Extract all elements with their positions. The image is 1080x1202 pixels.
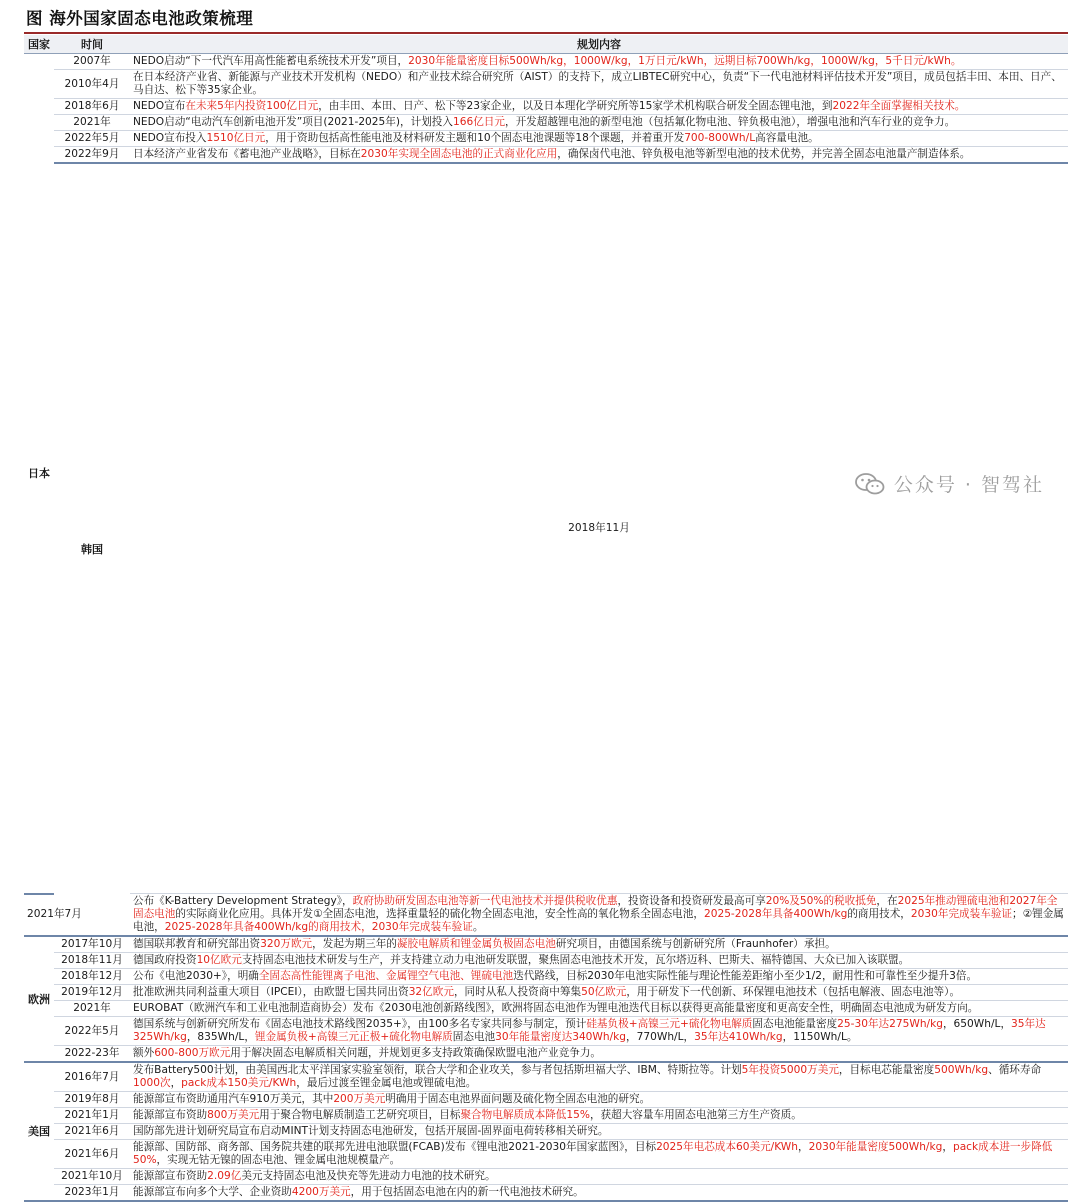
content-text: 德国系统与创新研究所发布《固态电池技术路线图2035+》，由100多名专家共同参与制定，预计 — [133, 1018, 587, 1030]
content-text: 发布Battery500计划，由美国西北太平洋国家实验室领衔，联合大学和企业攻关，参与者包括斯坦福大学、IBM、特斯拉等。计划 — [133, 1064, 742, 1076]
highlight-text: 聚合物电解质成本降低15% — [460, 1109, 590, 1121]
content-text: 用于解决固态电解质相关问题，并规划更多支持政策确保欧盟电池产业竞争力。 — [230, 1047, 602, 1059]
content-text: 在日本经济产业省、新能源与产业技术开发机构（NEDO）和产业技术综合研究所（AIST）的支持下，成立LIBTEC研究中心，负责“下一代电池材料评估技术开发”项目，成员包括丰田、本田、日产、马自达、松下等35家企业。 — [133, 71, 1062, 96]
content-cell — [130, 969, 1068, 985]
content-text: 能源部、国防部、商务部、国务院共建的联邦先进电池联盟(FCAB)发布《锂电池2021-2030年国家蓝图》，目标 — [133, 1141, 657, 1153]
highlight-text: 2030年完成装车验证 — [910, 908, 1013, 920]
content-text: 额外 — [133, 1047, 155, 1059]
highlight-text: 2025年推动锂硫电池和2027年全固态电池 — [133, 895, 1058, 920]
highlight-text: 700-800Wh/L — [684, 132, 756, 144]
table-row — [24, 54, 1068, 70]
watermark — [854, 470, 1044, 497]
content-text: 用于聚合物电解质制造工艺研究项目，目标 — [259, 1109, 461, 1121]
content-cell — [130, 54, 1068, 70]
time-cell: 2016年7月 — [54, 1062, 130, 1092]
content-text: 日本经济产业省发布《蓄电池产业战略》，目标在 — [133, 148, 361, 160]
content-text: NEDO启动“电动汽车创新电池开发”项目(2021-2025年)，计划投入 — [133, 116, 453, 128]
highlight-text: pack成本进一步降低50% — [133, 1141, 1053, 1166]
time-cell: 2019年12月 — [54, 985, 130, 1001]
highlight-text: 200万美元 — [333, 1093, 386, 1105]
table-row — [24, 115, 1068, 131]
content-cell — [130, 1017, 1068, 1046]
time-cell: 2022年5月 — [54, 131, 130, 147]
highlight-text: 600-800万欧元 — [154, 1047, 231, 1059]
content-cell — [130, 1108, 1068, 1124]
highlight-text: 2030年能量密度500Wh/kg — [808, 1141, 943, 1153]
content-text: 的实际商业化应用。具体开发①全固态电池，选择重量轻的硫化物全固态电池，安全性高的氧化物系全固态电池， — [175, 908, 704, 920]
content-text: 、循环寿命 — [988, 1064, 1042, 1076]
highlight-text: 166亿日元 — [452, 116, 505, 128]
time-cell: 2022年9月 — [54, 147, 130, 164]
highlight-text: 锂金属负极+高镍三元正极+硫化物电解质 — [254, 1031, 453, 1043]
time-cell: 2018年12月 — [54, 969, 130, 985]
table-row — [24, 147, 1068, 164]
time-cell: 2021年 — [54, 115, 130, 131]
content-cell — [130, 1001, 1068, 1017]
time-cell: 2022年5月 — [54, 1017, 130, 1046]
content-text: ，目标电芯能量密度 — [838, 1064, 935, 1076]
country-cell: 美国 — [24, 1062, 54, 1201]
content-text: EUROBAT（欧洲汽车和工业电池制造商协会）发布《2030电池创新路线图》，欧洲将固态电池作为锂电池迭代目标以获得更高能量密度和更高安全性，明确固态电池成为研发方向。 — [133, 1002, 979, 1014]
table-row — [24, 99, 1068, 115]
table-row — [24, 131, 1068, 147]
policy-table-body — [24, 54, 1068, 1202]
time-cell: 2021年10月 — [54, 1169, 130, 1185]
content-text: ，由丰田、本田、日产、松下等23家企业，以及日本理化学研究所等15家学术机构联合研发全固态锂电池，到 — [318, 100, 833, 112]
content-cell — [130, 131, 1068, 147]
content-cell — [130, 1169, 1068, 1185]
time-cell: 2018年11月 — [54, 953, 130, 969]
content-text: ，650Wh/L， — [942, 1018, 1012, 1030]
table-row — [24, 985, 1068, 1001]
content-text: 。 — [472, 921, 484, 933]
figure-title: 图 海外国家固态电池政策梳理 — [26, 9, 254, 28]
table-row — [24, 70, 1068, 99]
content-text: ，在 — [876, 895, 898, 907]
content-text: 能源部宣布资助 — [133, 1170, 208, 1182]
content-text: 能源部宣布资助 — [133, 1109, 208, 1121]
table-row — [24, 894, 1068, 937]
policy-table — [24, 35, 1068, 1202]
content-text: ，用于资助包括高性能电池及材料研发主题和10个固态电池课题等18个课题，并着重开发 — [265, 132, 685, 144]
content-text: NEDO启动“下一代汽车用高性能蓄电系统技术开发”项目， — [133, 55, 409, 67]
content-text: ，用于研发下一代创新、环保锂电池技术（包括电解液、固态电池等）。 — [626, 986, 961, 998]
table-row — [24, 1185, 1068, 1202]
content-text: ，770Wh/L， — [626, 1031, 695, 1043]
country-cell: 韩国 — [54, 163, 130, 936]
highlight-text: 35年达325Wh/kg — [133, 1018, 1046, 1043]
title-rule — [24, 32, 1068, 34]
table-row — [24, 1001, 1068, 1017]
table-row — [24, 1124, 1068, 1140]
highlight-text: 政府协助研发固态电池等新一代电池技术并提供税收优惠 — [352, 895, 618, 907]
content-text: ，实现无钴无镍的固态电池、锂金属电池规模量产。 — [156, 1154, 401, 1166]
content-text: 研究项目，由德国系统与创新研究所（Fraunhofer）承担。 — [555, 938, 836, 950]
content-cell — [130, 99, 1068, 115]
time-cell: 2018年11月 — [130, 163, 1068, 894]
content-text: 批准欧洲共同利益重大项目（IPCEI），由欧盟七国共同出资 — [133, 986, 409, 998]
table-row — [24, 163, 1068, 894]
time-cell: 2022-23年 — [54, 1046, 130, 1063]
content-text: 迭代路线，目标2030年电池实际性能与理论性能差距缩小至少1/2，耐用性和可靠性至少提升3倍。 — [513, 970, 978, 982]
content-cell — [130, 1062, 1068, 1092]
table-header-row — [24, 35, 1068, 54]
content-text: ，1150Wh/L。 — [782, 1031, 858, 1043]
content-text: ，开发超越锂电池的新型电池（包括氟化物电池、锌负极电池），增强电池和汽车行业的竞争力。 — [505, 116, 956, 128]
content-text: ， — [942, 1141, 953, 1153]
content-text: ，同时从私人投资商中筹集 — [453, 986, 582, 998]
header-time: 时间 — [54, 35, 130, 54]
content-text: ，用于包括固态电池在内的新一代电池技术研究。 — [350, 1186, 584, 1198]
content-text: ；②锂金属电池， — [133, 908, 1064, 933]
highlight-text: 50亿欧元 — [581, 986, 627, 998]
content-text: ，835Wh/L， — [186, 1031, 255, 1043]
table-row — [24, 1169, 1068, 1185]
highlight-text: 在未来5年内投资100亿日元 — [185, 100, 319, 112]
time-cell: 2017年10月 — [54, 936, 130, 953]
time-cell: 2021年 — [54, 1001, 130, 1017]
table-row — [24, 1108, 1068, 1124]
table-row — [24, 1017, 1068, 1046]
content-text: ， — [170, 1077, 182, 1089]
content-text: 德国政府投资 — [133, 954, 197, 966]
time-cell: 2021年6月 — [54, 1124, 130, 1140]
highlight-text: 2025-2028年具备400Wh/kg的商用技术，2030年完成装车验证 — [164, 921, 473, 933]
content-text: 国防部先进计划研究局宣布启动MINT计划支持固态电池研发，包括开展固-固界面电荷转移相关研究。 — [133, 1125, 609, 1137]
content-text: NEDO宣布投入 — [133, 132, 207, 144]
content-cell — [130, 147, 1068, 164]
content-text: 能源部宣布向多个大学、企业资助 — [133, 1186, 292, 1198]
content-text: ，最后过渡至锂金属电池或锂硫电池。 — [296, 1077, 477, 1089]
highlight-text: 32亿欧元 — [408, 986, 454, 998]
content-cell — [130, 1092, 1068, 1108]
content-text: 公布《电池2030+》，明确 — [133, 970, 259, 982]
content-cell — [130, 115, 1068, 131]
content-cell — [130, 894, 1068, 937]
content-text: 的商用技术， — [847, 908, 911, 920]
highlight-text: 2030年实现全固态电池的正式商业化应用 — [360, 148, 558, 160]
content-text: 明确用于固态电池界面问题及硫化物全固态电池的研究。 — [385, 1093, 651, 1105]
time-cell: 2021年7月 — [24, 894, 54, 937]
table-row — [24, 1140, 1068, 1169]
content-text: 高容量电池。 — [755, 132, 819, 144]
content-cell — [130, 1046, 1068, 1063]
highlight-text: 800万美元 — [207, 1109, 260, 1121]
header-content: 规划内容 — [130, 35, 1068, 54]
watermark-text: 公众号 · 智驾社 — [893, 474, 1044, 496]
table-row — [24, 1062, 1068, 1092]
content-text: ， — [798, 1141, 809, 1153]
table-row — [24, 969, 1068, 985]
highlight-text: 35年达410Wh/kg — [694, 1031, 783, 1043]
time-cell: 2010年4月 — [54, 70, 130, 99]
content-text: 美元支持固态电池及快充等先进动力电池的技术研究。 — [241, 1170, 496, 1182]
content-text: 能源部宣布资助通用汽车910万美元，其中 — [133, 1093, 334, 1105]
table-row — [24, 953, 1068, 969]
highlight-text: 全固态高性能锂离子电池、金属锂空气电池、锂硫电池 — [258, 970, 514, 982]
country-cell: 欧洲 — [24, 936, 54, 1062]
highlight-text: 320万欧元 — [260, 938, 313, 950]
highlight-text: 2.09亿 — [207, 1170, 242, 1182]
content-cell — [130, 1185, 1068, 1202]
time-cell: 2023年1月 — [54, 1185, 130, 1202]
country-cell: 日本 — [24, 54, 54, 894]
wechat-icon — [854, 472, 886, 496]
content-text: 德国联邦教育和研究部出资 — [133, 938, 261, 950]
content-text: ，获超大容量车用固态电池第三方生产资质。 — [589, 1109, 802, 1121]
table-row — [24, 936, 1068, 953]
table-row — [24, 1046, 1068, 1063]
content-cell — [130, 1140, 1068, 1169]
highlight-text: 500Wh/kg — [934, 1064, 989, 1076]
content-cell — [130, 953, 1068, 969]
content-text: 支持固态电池技术研发与生产，并支持建立动力电池研发联盟，聚焦固态电池技术开发，瓦尔塔迈科、巴斯夫、福特德国、大众已加入该联盟。 — [241, 954, 910, 966]
highlight-text: pack成本150美元/KWh — [181, 1077, 297, 1089]
content-text: ，投资设备和投资研发最高可享 — [617, 895, 766, 907]
highlight-text: 10亿欧元 — [196, 954, 242, 966]
time-cell: 2019年8月 — [54, 1092, 130, 1108]
content-cell — [130, 1124, 1068, 1140]
content-text: NEDO宣布 — [133, 100, 186, 112]
highlight-text: 20%及50%的税收抵免 — [765, 895, 877, 907]
highlight-text: 2030年能量密度目标500Wh/kg，1000W/kg，1万日元/kWh，远期目标700Wh/kg，1000W/kg，5千日元/kWh。 — [408, 55, 962, 67]
highlight-text: 1000次 — [133, 1077, 171, 1089]
highlight-text: 硅基负极+高镍三元+硫化物电解质 — [586, 1018, 753, 1030]
header-country: 国家 — [24, 35, 54, 54]
content-cell — [130, 70, 1068, 99]
highlight-text: 2025年电芯成本60美元/KWh — [656, 1141, 798, 1153]
highlight-text: 4200万美元 — [291, 1186, 351, 1198]
content-text: ，确保卤代电池、锌负极电池等新型电池的技术优势，并完善全固态电池量产制造体系。 — [557, 148, 971, 160]
content-cell — [130, 936, 1068, 953]
highlight-text: 5年投资5000万美元 — [741, 1064, 839, 1076]
highlight-text: 2022年全面掌握相关技术。 — [832, 100, 966, 112]
highlight-text: 1510亿日元 — [206, 132, 266, 144]
time-cell: 2021年6月 — [54, 1140, 130, 1169]
highlight-text: 凝胶电解质和锂金属负极固态电池 — [396, 938, 556, 950]
content-text: 固态电池能量密度 — [752, 1018, 838, 1030]
highlight-text: 2025-2028年具备400Wh/kg — [703, 908, 848, 920]
highlight-text: 25-30年达275Wh/kg — [837, 1018, 943, 1030]
content-text: ，发起为期三年的 — [312, 938, 397, 950]
time-cell: 2007年 — [54, 54, 130, 70]
time-cell: 2021年1月 — [54, 1108, 130, 1124]
time-cell: 2018年6月 — [54, 99, 130, 115]
highlight-text: 30年能量密度达340Wh/kg — [495, 1031, 627, 1043]
table-row — [24, 1092, 1068, 1108]
content-text: 公布《K-Battery Development Strategy》， — [133, 895, 353, 907]
content-cell — [130, 985, 1068, 1001]
content-text: 固态电池 — [452, 1031, 496, 1043]
